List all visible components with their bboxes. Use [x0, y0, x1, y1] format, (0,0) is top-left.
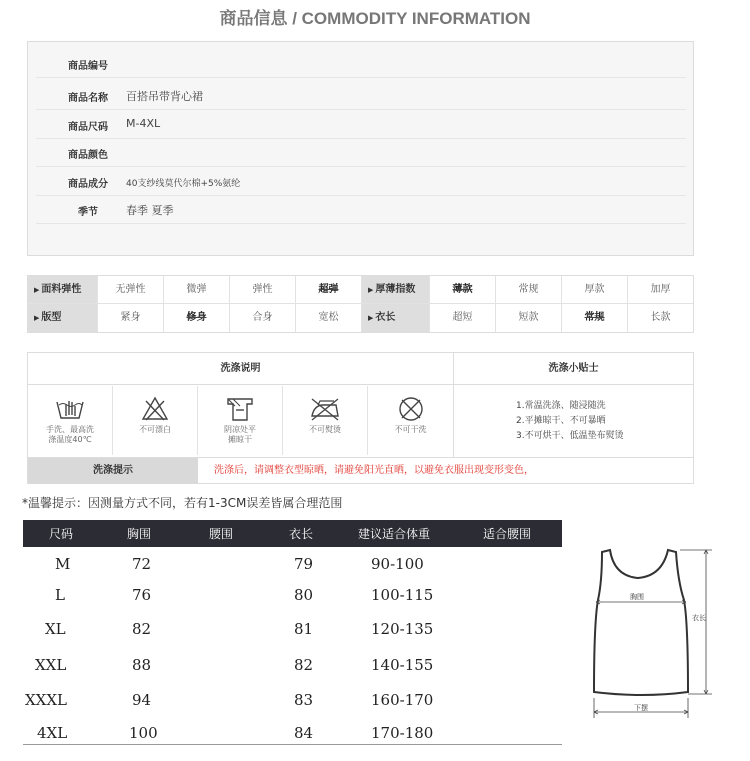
weight-cell: 170-180 — [371, 724, 434, 742]
washing-tip: 1.常温洗涤、随浸随洗 — [516, 401, 606, 411]
info-row — [36, 168, 686, 196]
attr-option: 合身 — [230, 304, 296, 332]
info-row — [36, 50, 686, 78]
washing-tip: 3.不可烘干、低温垫布熨烫 — [516, 431, 624, 441]
column-header: 建议适合体重 — [358, 527, 431, 541]
attr-option: 短款 — [496, 304, 562, 332]
column-header: 适合腰围 — [483, 527, 532, 541]
attr-option: 无弹性 — [98, 276, 164, 304]
washing-tips-title: 洗涤小贴士 — [454, 353, 693, 385]
chest-cell: 100 — [129, 724, 158, 742]
attr-option: 微弹 — [164, 276, 230, 304]
size-cell: L — [55, 586, 65, 604]
length-cell: 81 — [294, 620, 314, 638]
info-value: 40支纱线莫代尔棉+5%氨纶 — [126, 179, 241, 189]
column-header: 尺码 — [49, 527, 74, 541]
attr-heading-elasticity — [28, 276, 98, 304]
washing-notice-text: 洗涤后，请调整衣型晾晒，请避免阳光直晒，以避免衣服出现变形变色， — [214, 465, 534, 476]
wash-caption: 涤温度40℃ — [48, 435, 92, 444]
chest-cell: 72 — [132, 555, 152, 573]
info-row — [36, 196, 686, 224]
wash-symbol — [198, 386, 283, 455]
info-row — [36, 111, 686, 139]
section-title: 商品信息 / COMMODITY INFORMATION — [219, 9, 531, 28]
wash-caption: 不可漂白 — [139, 425, 171, 434]
length-cell: 80 — [294, 586, 314, 604]
info-label: 商品名称 — [68, 93, 108, 104]
length-cell: 79 — [294, 555, 314, 573]
attr-option: 常规 — [496, 276, 562, 304]
wash-symbol — [28, 386, 113, 455]
size-cell: 4XL — [37, 724, 68, 742]
hand-wash-icon — [55, 396, 85, 422]
info-value: 百搭吊带背心裙 — [126, 90, 203, 103]
wash-symbol — [368, 386, 453, 455]
attr-heading-length — [362, 304, 430, 332]
chest-cell: 82 — [132, 620, 152, 638]
info-row — [36, 82, 686, 110]
attr-heading-label: 厚薄指数 — [375, 284, 416, 295]
attribute-grid — [27, 275, 694, 333]
attr-option-selected: 常规 — [562, 304, 628, 332]
column-header: 衣长 — [289, 527, 314, 541]
washing-tip: 2.平摊晾干、不可暴晒 — [516, 416, 606, 426]
wash-caption: 不可熨烫 — [309, 425, 341, 434]
size-cell: XXXL — [25, 691, 67, 709]
no-bleach-icon — [140, 396, 170, 422]
triangle-icon: ▶ — [368, 286, 374, 294]
size-cell: XL — [45, 620, 66, 638]
attr-option-selected: 薄款 — [430, 276, 496, 304]
size-cell: XXL — [35, 656, 67, 674]
attr-option: 加厚 — [628, 276, 693, 304]
triangle-icon: ▶ — [34, 314, 40, 322]
triangle-icon: ▶ — [368, 314, 374, 322]
shade-dry-icon — [225, 396, 255, 422]
length-cell: 84 — [294, 724, 314, 742]
weight-cell: 90-100 — [371, 555, 424, 573]
attr-option: 宽松 — [296, 304, 362, 332]
tank-top-measurement-diagram — [580, 542, 720, 724]
washing-tips-list — [516, 399, 624, 444]
attr-heading-label: 版型 — [41, 312, 62, 323]
wash-caption: 阴凉处平 — [224, 425, 256, 434]
attr-option: 超短 — [430, 304, 496, 332]
chest-cell: 88 — [132, 656, 152, 674]
wash-symbol — [113, 386, 198, 455]
attr-heading-label: 面料弹性 — [41, 284, 82, 295]
attr-option: 弹性 — [230, 276, 296, 304]
weight-cell: 140-155 — [371, 656, 434, 674]
no-dry-clean-icon — [396, 396, 426, 422]
hem-label: 下摆 — [634, 704, 648, 712]
washing-notice-bar — [28, 457, 693, 484]
attr-heading-label: 衣长 — [375, 312, 396, 323]
washing-notice-label: 洗涤提示 — [28, 458, 198, 484]
weight-cell: 100-115 — [371, 586, 434, 604]
triangle-icon: ▶ — [34, 286, 40, 294]
info-label: 商品颜色 — [68, 150, 108, 161]
tank-top-outline-icon — [594, 550, 688, 695]
commodity-info-panel — [27, 41, 694, 256]
attr-option-selected: 超弹 — [296, 276, 362, 304]
size-table-header — [23, 520, 562, 547]
length-label: 衣长 — [692, 614, 706, 622]
wash-symbol — [283, 386, 368, 455]
wash-caption: 手洗、最高洗 — [46, 425, 94, 434]
chest-cell: 76 — [132, 586, 152, 604]
measurement-tip: *温馨提示：因测量方式不同，若有1-3CM误差皆属合理范围 — [22, 496, 343, 510]
divider — [453, 353, 454, 457]
info-label: 季节 — [78, 207, 98, 218]
column-header: 腰围 — [209, 527, 234, 541]
chest-cell: 94 — [132, 691, 152, 709]
size-cell: M — [55, 555, 71, 573]
attr-option: 长款 — [650, 312, 671, 323]
info-label: 商品尺码 — [68, 122, 108, 133]
attr-heading-fit — [28, 304, 98, 332]
column-header: 胸围 — [127, 527, 152, 541]
chest-label: 胸围 — [630, 593, 644, 601]
attr-option: 紧身 — [98, 304, 164, 332]
info-value: M-4XL — [126, 117, 161, 130]
weight-cell: 160-170 — [371, 691, 434, 709]
wash-caption: 摊晾干 — [228, 435, 252, 444]
attr-option-selected: 修身 — [164, 304, 230, 332]
washing-panel — [27, 352, 694, 484]
no-iron-icon — [308, 396, 342, 422]
weight-cell: 120-135 — [371, 620, 434, 638]
attr-option: 厚款 — [562, 276, 628, 304]
divider — [23, 744, 562, 745]
washing-title: 洗涤说明 — [28, 353, 453, 385]
info-row — [36, 139, 686, 167]
attr-heading-thickness — [362, 276, 430, 304]
info-label: 商品编号 — [68, 61, 108, 72]
length-cell: 83 — [294, 691, 314, 709]
info-label: 商品成分 — [68, 179, 108, 190]
length-cell: 82 — [294, 656, 314, 674]
info-value: 春季 夏季 — [126, 204, 174, 217]
wash-caption: 不可干洗 — [394, 425, 427, 434]
